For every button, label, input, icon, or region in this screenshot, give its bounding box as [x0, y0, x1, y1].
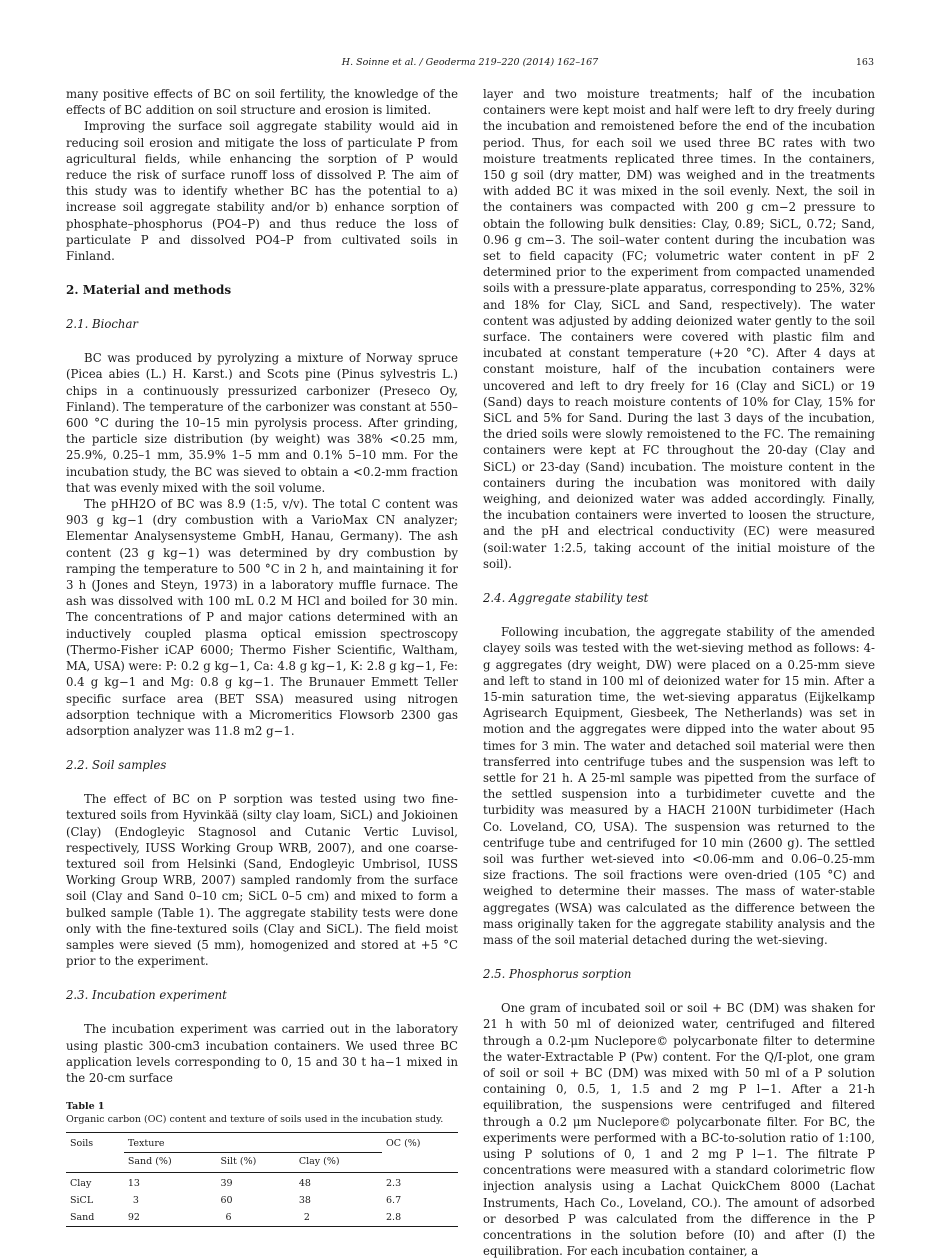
col-header-sand: Sand (%) [127, 1156, 172, 1168]
soil-texture-table [66, 1132, 458, 1227]
cell-soil: Clay [66, 1173, 124, 1193]
section-heading-methods: 2. Material and methods [66, 283, 232, 298]
col-header-clay: Clay (%) [298, 1156, 340, 1168]
cell-clay: 38 [298, 1195, 311, 1207]
col-header-texture: Texture [124, 1133, 382, 1153]
subsection-heading-biochar: 2.1. Biochar [66, 317, 139, 332]
paragraph-biochar-properties: The pHH2O of BC was 8.9 (1:5, v/v). The total C content was 903 g kg−1 (dry combustion with a VarioMax CN analyzer; Elementar Analysensysteme GmbH, Hanau, Germany). The ash content (23 g kg−1) was determined by dry combustion by ramping the temperature to 500 °C in 2 h, and maintaining it for 3 h (Jones and Steyn, 1973) in a laboratory muffle furnace. The ash was dissolved with 100 mL 0.2 M HCl and boiled for 30 min. The concentrations of P and major cations determined with an inductively coupled plasma optical emission spectroscopy (Thermo-Fisher iCAP 6000; Thermo Fisher Scientific, Waltham, MA, USA) were: P: 0.2 g kg−1, Ca: 4.8 g kg−1, K: 2.8 g kg−1, Fe: 0.4 g kg−1 and Mg: 0.8 g kg−1. The Brunauer Emmett Teller specific surface area (BET SSA) measured using nitrogen adsorption technique with a Micromeritics Flowsorb 2300 gas adsorption analyzer was 11.8 m2 g−1. [66, 497, 458, 738]
paragraph-intro-continued: many positive effects of BC on soil fertility, the knowledge of the effects of BC addition on soil structure and erosion is limited. [66, 87, 458, 118]
col-header-silt: Silt (%) [220, 1156, 257, 1168]
cell-oc: 2.8 [386, 1212, 402, 1224]
cell-clay: 2 [303, 1212, 310, 1224]
running-title: H. Soinne et al. / Geoderma 219–220 (2014) 162–167 [341, 57, 599, 68]
cell-sand: 13 [124, 1173, 217, 1193]
cell-sand: 92 [127, 1212, 140, 1224]
cell-clay: 48 [295, 1173, 382, 1193]
subsection-heading-incubation: 2.3. Incubation experiment [66, 988, 227, 1003]
col-header-oc: OC (%) [386, 1138, 421, 1150]
cell-oc: 6.7 [386, 1195, 402, 1207]
running-header [66, 57, 874, 73]
table-1 [66, 1100, 458, 1227]
cell-soil: SiCL [70, 1195, 94, 1207]
subsection-heading-phosphorus-sorption: 2.5. Phosphorus sorption [483, 967, 632, 982]
table-label: Table 1 [66, 1101, 105, 1113]
table-row [66, 1173, 458, 1193]
paragraph-intro-aim: Improving the surface soil aggregate stability would aid in reducing soil erosion and mitigate the loss of particulate P from agricultural fields, while enhancing the sorption of P would reduce the risk of surface runoff loss of dissolved P. The aim of this study was to identify whether BC has the potential to a) increase soil aggregate stability and/or b) enhance sorption of phosphate–phosphorus (PO4–P) and thus reduce the loss of particulate P and dissolved PO4–P from cultivated soils in Finland. [66, 119, 458, 264]
cell-sand: 3 [132, 1195, 139, 1207]
cell-oc: 2.3 [382, 1173, 458, 1193]
cell-soil: Sand [70, 1212, 95, 1224]
table-row [66, 1209, 458, 1227]
cell-silt: 39 [216, 1173, 294, 1193]
cell-silt: 60 [220, 1195, 233, 1207]
cell-silt: 6 [225, 1212, 232, 1224]
subsection-heading-soil-samples: 2.2. Soil samples [66, 758, 167, 773]
subsection-heading-aggregate-stability: 2.4. Aggregate stability test [483, 591, 649, 606]
paragraph-incubation-start: The incubation experiment was carried out in the laboratory using plastic 300-cm3 incubation containers. We used three BC application levels corresponding to 0, 15 and 30 t ha−1 mixed in the 20-cm surface [66, 1022, 458, 1085]
table-row [66, 1192, 458, 1209]
right-column [483, 86, 875, 1259]
paragraph-incubation-continued: layer and two moisture treatments; half of the incubation containers were kept moist and half were left to dry freely during the incubation and remoistened before the end of the incubation period. Thus, for each soil we used three BC rates with two moisture treatments replicated three times. In the containers, 150 g soil (dry matter, DM) was weighed and in the treatments with added BC it was mixed in the soil evenly. Next, the soil in the containers was compacted with 200 g cm−2 pressure to obtain the following bulk densities: Clay, 0.89; SiCL, 0.72; Sand, 0.96 g cm−3. The soil–water content during the incubation was set to field capacity (FC; volumetric water content in pF 2 determined prior to the experiment from compacted unamended soils with a pressure-plate apparatus, corresponding to 25%, 32% and 18% for Clay, SiCL and Sand, respectively). The water content was adjusted by adding deionized water gently to the soil surface. The containers were covered with plastic film and incubated at constant temperature (+20 °C). After 4 days at constant moisture, half of the incubation containers were uncovered and left to dry freely for 16 (Clay and SiCL) or 19 (Sand) days to reach moisture contents of 10% for Clay, 15% for SiCL and 5% for Sand. During the last 3 days of the incubation, the dried soils were slowly remoistened to the FC. The remaining containers were kept at FC throughout the 20-day (Clay and SiCL) or 23-day (Sand) incubation. The moisture content in the containers during the incubation was monitored with daily weighing, and deionized water was added accordingly. Finally, the incubation containers were inverted to loosen the structure, and the pH and electrical conductivity (EC) were measured (soil:water 1:2.5, taking account of the initial moisture of the soil). [483, 87, 875, 571]
paragraph-biochar-production: BC was produced by pyrolyzing a mixture of Norway spruce (Picea abies (L.) H. Karst.) and Scots pine (Pinus sylvestris L.) chips in a continuously pressurized carbonizer (Preseco Oy, Finland). The temperature of the carbonizer was constant at 550–600 °C during the 10–15 min pyrolysis process. After grinding, the particle size distribution (by weight) was 38% <0.25 mm, 25.9%, 0.25–1 mm, 35.9% 1–5 mm and 0.1% 5–10 mm. For the incubation study, the BC was sieved to obtain a <0.2-mm fraction that was evenly mixed with the soil volume. [66, 351, 458, 495]
table-caption: Organic carbon (OC) content and texture of soils used in the incubation study. [66, 1114, 444, 1126]
paragraph-soil-samples: The effect of BC on P sorption was tested using two fine-textured soils from Hyvinkää (silty clay loam, SiCL) and Jokioinen (Clay) (Endogleyic Stagnosol and Cutanic Vertic Luvisol, respectively, IUSS Working Group WRB, 2007), and one coarse-textured soil from Helsinki (Sand, Endogleyic Umbrisol, IUSS Working Group WRB, 2007) sampled randomly from the surface soil (Clay and Sand 0–10 cm; SiCL 0–5 cm) and mixed to form a bulked sample (Table 1). The aggregate stability tests were done only with the fine-textured soils (Clay and SiCL). The field moist samples were sieved (5 mm), homogenized and stored at +5 °C prior to the experiment. [66, 792, 458, 969]
col-header-soils: Soils [70, 1138, 94, 1150]
paragraph-phosphorus-sorption: One gram of incubated soil or soil + BC (DM) was shaken for 21 h with 50 ml of deionized water, centrifuged and filtered through a 0.2-μm Nuclepore© polycarbonate filter to determine the water-Extractable P (Pw) content. For the Q/I-plot, one gram of soil or soil + BC (DM) was mixed with 50 ml of a P solution containing 0, 0.5, 1, 1.5 and 2 mg P l−1. After a 21-h equilibration, the suspensions were centrifuged and filtered through a 0.2 μm Nuclepore© polycarbonate filter. For BC, the experiments were performed with a BC-to-solution ratio of 1:100, using P solutions of 0, 1 and 2 mg P l−1. The filtrate P concentrations were measured with a standard colorimetric flow injection analysis using a Lachat QuickChem 8000 (Lachat Instruments, Hach Co., Loveland, CO.). The amount of adsorbed or desorbed P was calculated from the difference in the P concentrations in the solution before (I0) and after (I) the equilibration. For each incubation container, a [483, 1001, 875, 1259]
left-column [66, 86, 458, 1227]
page-number: 163 [855, 57, 874, 68]
paragraph-aggregate-stability: Following incubation, the aggregate stability of the amended clayey soils was tested with the wet-sieving method as follows: 4-g aggregates (dry weight, DW) were placed on a 0.25-mm sieve and left to stand in 100 ml of deionized water for 15 min. After a 15-min saturation time, the wet-sieving apparatus (Eijkelkamp Agrisearch Equipment, Giesbeek, The Netherlands) was set in motion and the aggregates were dipped into the water about 95 times for 3 min. The water and detached soil material were then transferred into centrifuge tubes and the suspension was left to settle for 21 h. A 25-ml sample was pipetted from the surface of the settled suspension into a turbidimeter cuvette and the turbidity was measured by a HACH 2100N turbidimeter (Hach Co. Loveland, CO, USA). The suspension was returned to the centrifuge tube and centrifuged for 10 min (2600 g). The settled soil was further wet-sieved into <0.06-mm and 0.06–0.25-mm size fractions. The soil fractions were oven-dried (105 °C) and weighed to determine their masses. The mass of water-stable aggregates (WSA) was calculated as the difference between the mass originally taken for the aggregate stability analysis and the mass of the soil material detached during the wet-sieving. [483, 625, 875, 947]
